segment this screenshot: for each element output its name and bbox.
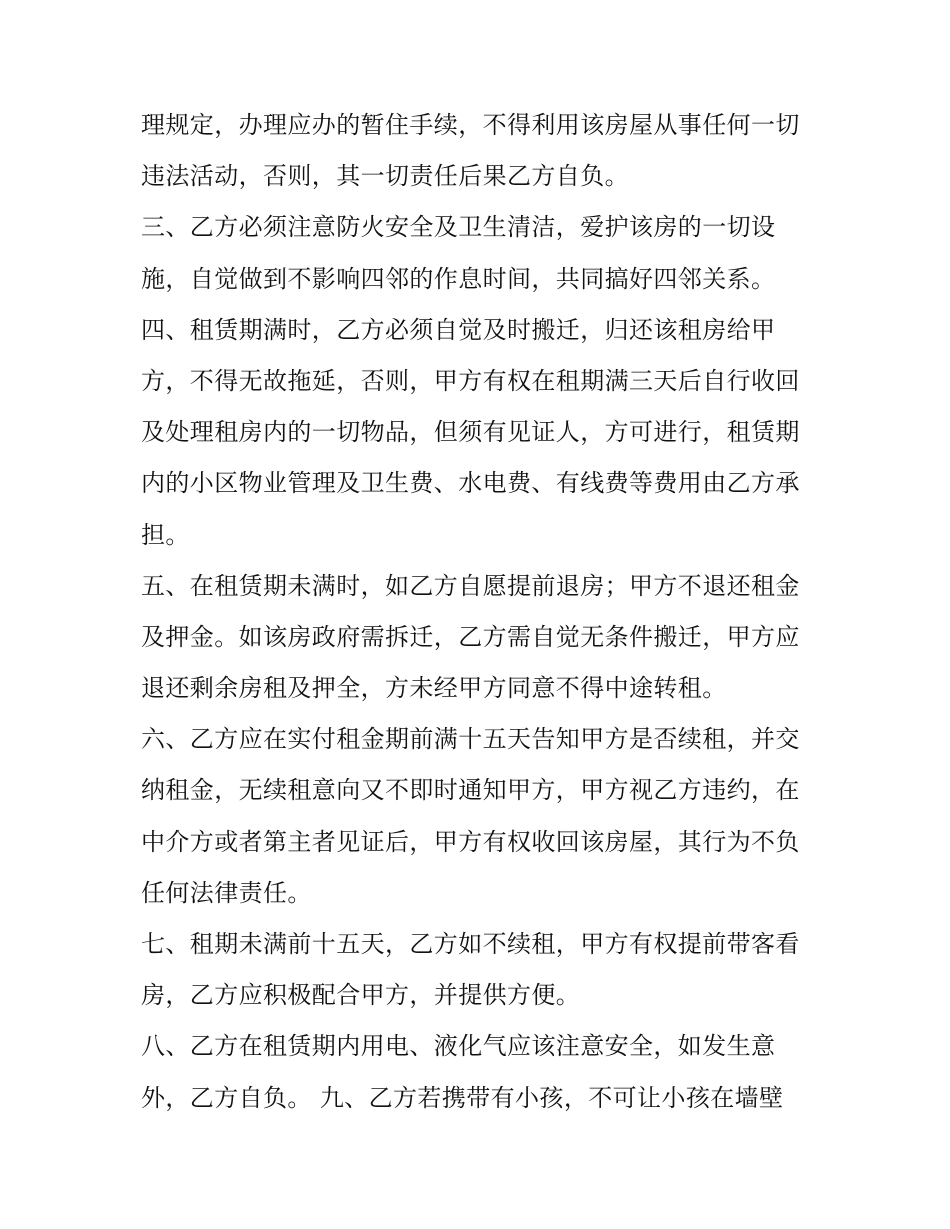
text-line: 及处理租房内的一切物品，但须有见证人，方可进行，租赁期 [141,418,800,447]
text-line: 六、乙方应在实付租金期前满十五天告知甲方是否续租，并交 [141,725,800,754]
text-line: 内的小区物业管理及卫生费、水电费、有线费等费用由乙方承 [141,469,800,498]
text-line: 八、乙方在租赁期内用电、液化气应该注意安全，如发生意 [141,1032,776,1061]
text-line: 纳租金，无续租意向又不即时通知甲方，甲方视乙方违约，在 [141,776,800,805]
text-line: 中介方或者第主者见证后，甲方有权收回该房屋，其行为不负 [141,827,800,856]
text-line: 房，乙方应积极配合甲方，并提供方便。 [141,981,581,1010]
text-line: 四、租赁期满时，乙方必须自觉及时搬迁，归还该租房给甲 [141,315,776,344]
text-line: 及押金。如该房政府需拆迁，乙方需自觉无条件搬迁，甲方应 [141,622,800,651]
text-line: 施，自觉做到不影响四邻的作息时间，共同搞好四邻关系。 [141,264,776,293]
text-line: 方，不得无故拖延，否则，甲方有权在租期满三天后自行收回 [141,366,800,395]
text-line: 七、租期未满前十五天，乙方如不续租，甲方有权提前带客看 [141,930,800,958]
text-line: 担。 [141,520,190,549]
text-line: 任何法律责任。 [141,878,312,907]
contract-body [141,100,821,1124]
text-line: 违法活动，否则，其一切责任后果乙方自负。 [141,162,629,191]
text-line: 理规定，办理应办的暂住手续，不得利用该房屋从事任何一切 [141,111,800,139]
text-line: 外，乙方自负。 九、乙方若携带有小孩，不可让小孩在墙壁 [141,1083,784,1112]
text-line: 三、乙方必须注意防火安全及卫生清洁，爱护该房的一切设 [141,213,776,242]
text-line: 五、在租赁期未满时，如乙方自愿提前退房；甲方不退还租金 [141,571,800,600]
text-line: 退还剩余房租及押全，方未经甲方同意不得中途转租。 [141,674,727,703]
